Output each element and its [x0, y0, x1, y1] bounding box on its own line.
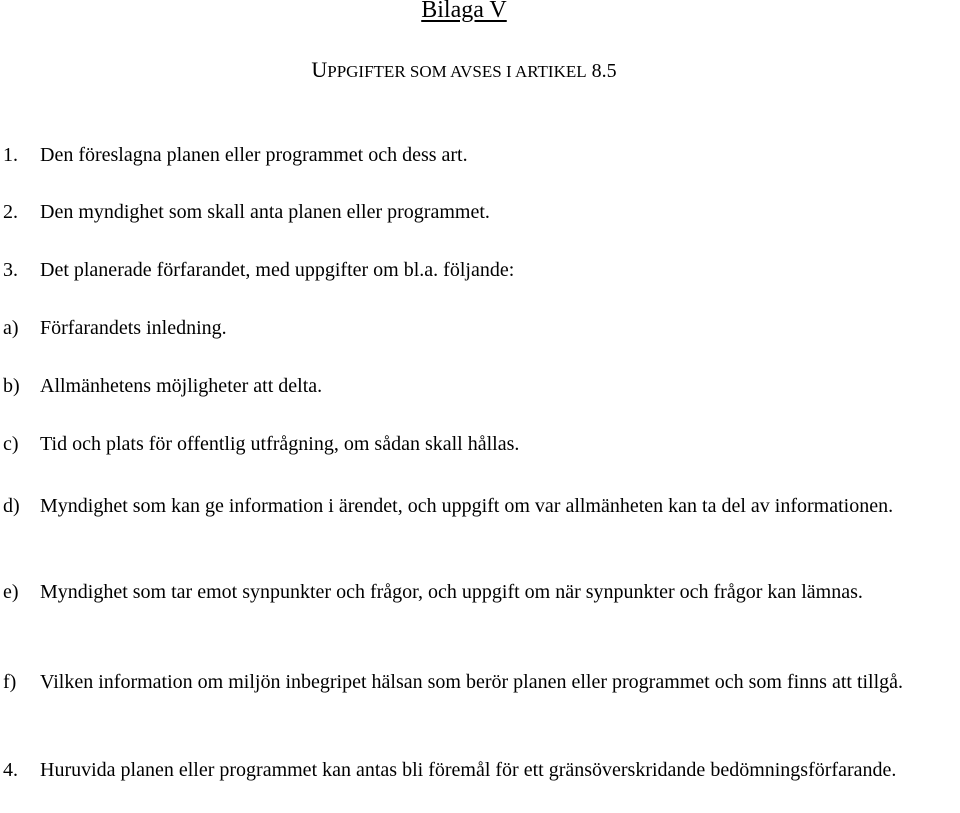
list-marker: b) [3, 375, 20, 397]
list-item [3, 756, 958, 785]
list-marker: a) [3, 317, 19, 339]
list-item [3, 668, 958, 697]
list-item [3, 578, 958, 607]
list-item-text: Den myndighet som skall anta planen eller programmet. [40, 201, 490, 223]
list-item [3, 314, 958, 343]
list-item [3, 141, 958, 170]
list-item-text: Vilken information om miljön inbegripet hälsan som berör planen eller programmet och som finns att tillgå. [40, 671, 904, 693]
list-item-text: Myndighet som tar emot synpunkter och frågor, och uppgift om när synpunkter och frågor kan lämnas. [40, 581, 863, 603]
list-marker: d) [3, 495, 20, 517]
list-item-text: Allmänhetens möjligheter att delta. [40, 375, 323, 397]
list-marker: c) [3, 433, 19, 455]
list-marker: 4. [3, 759, 18, 781]
heading-small-caps: PPGIFTER SOM AVSES I ARTIKEL [327, 62, 587, 81]
list-item [3, 256, 958, 285]
heading-initial: U [311, 57, 328, 82]
list-marker: 1. [3, 144, 18, 166]
list-item-text: Myndighet som kan ge information i ärendet, och uppgift om var allmänheten kan ta del av informationen. [40, 495, 894, 517]
list-item [3, 198, 958, 227]
list-marker: e) [3, 581, 19, 603]
list-item [3, 492, 958, 521]
list-marker: 3. [3, 259, 18, 281]
annex-title: Bilaga V [421, 0, 507, 23]
list-item-text: Förfarandets inledning. [40, 317, 227, 339]
list-marker: 2. [3, 201, 18, 223]
list-item-text: Huruvida planen eller programmet kan antas bli föremål för ett gränsöverskridande bedömningsförfarande. [40, 759, 897, 781]
list-item-text: Tid och plats för offentlig utfrågning, om sådan skall hållas. [40, 433, 520, 455]
list-item-text: Den föreslagna planen eller programmet och dess art. [40, 144, 468, 166]
list-item [3, 430, 958, 459]
list-item-text: Det planerade förfarandet, med uppgifter om bl.a. följande: [40, 259, 515, 281]
list-marker: f) [3, 671, 17, 693]
list-item [3, 372, 958, 401]
heading-article-number: 8.5 [591, 60, 617, 82]
section-heading [0, 56, 928, 86]
